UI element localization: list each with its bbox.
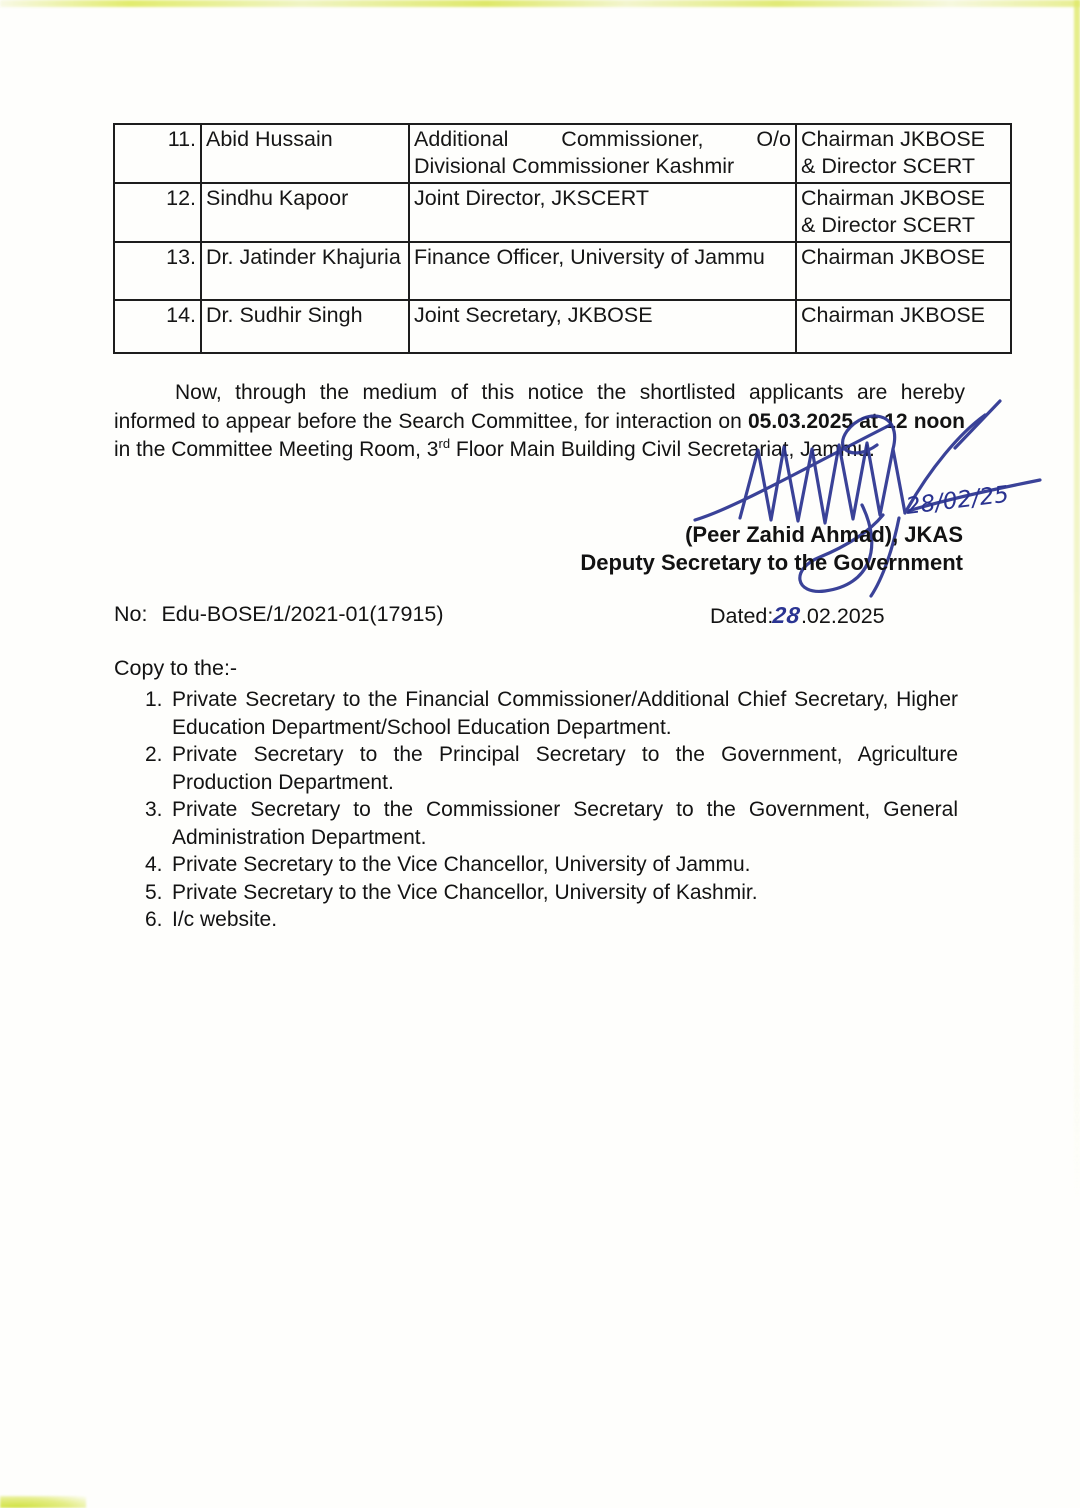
item-text: Private Secretary to the Commissioner Secretary to the Government, General Administration Department. (172, 798, 958, 849)
table-row (114, 300, 1011, 353)
ordinal-suffix: rd (438, 436, 451, 452)
reference-line (114, 602, 965, 627)
list-item (145, 686, 965, 741)
role-line: Chairman JKBOSE (801, 186, 986, 210)
item-text: Private Secretary to the Vice Chancellor, University of Jammu. (172, 853, 751, 876)
list-item (145, 741, 965, 796)
cell-serial: 14. (114, 300, 201, 353)
item-text: I/c website. (172, 908, 278, 931)
dated-rest: .02.2025 (800, 604, 885, 628)
table-row (114, 242, 1011, 300)
signatory-name: (Peer Zahid Ahmad), JKAS (685, 522, 963, 547)
cell-role (796, 300, 1011, 353)
cell-name: Abid Hussain (201, 124, 409, 183)
notice-datetime: 05.03.2025 at 12 noon (747, 409, 966, 433)
signature-stroke (905, 480, 1040, 512)
item-text: Private Secretary to the Vice Chancellor, University of Kashmir. (172, 880, 758, 904)
dated-line (710, 602, 885, 629)
scan-artifact-bottom-left (0, 1496, 86, 1508)
reference-value: Edu-BOSE/1/2021-01(17915) (161, 602, 444, 626)
table-row (114, 124, 1011, 183)
reference-label: No: (114, 602, 148, 626)
table-row (114, 183, 1011, 242)
cell-name: Dr. Jatinder Khajuria (201, 242, 409, 300)
list-item (145, 906, 965, 934)
scan-artifact-right (1074, 0, 1080, 1508)
cell-designation: Finance Officer, University of Jammu (409, 242, 796, 300)
item-number: 5. (145, 880, 163, 904)
role-line: Chairman JKBOSE (801, 127, 986, 151)
cell-role (796, 124, 1011, 183)
item-text: Private Secretary to the Financial Commissioner/Additional Chief Secretary, Higher Education Department/School Education Department. (172, 688, 958, 739)
scan-artifact-top (0, 0, 1080, 7)
list-item (145, 851, 965, 879)
item-number: 2. (145, 743, 163, 766)
cell-designation: Additional Commissioner, O/o Divisional Commissioner Kashmir (409, 124, 796, 183)
list-item (145, 796, 965, 851)
notice-lead: Now, through the medium of this notice the shortlisted applicants are hereby informed to appear before the Search Committee, for interaction on (114, 381, 965, 433)
cell-role (796, 183, 1011, 242)
dated-handwritten-day: 28 (771, 602, 803, 628)
role-line: & Director SCERT (801, 154, 976, 178)
cell-name: Dr. Sudhir Singh (201, 300, 409, 353)
reference-number (114, 602, 444, 626)
copy-heading: Copy to the:- (114, 656, 238, 680)
notice-middle: in the Committee Meeting Room, 3 (114, 438, 439, 462)
item-number: 3. (145, 798, 163, 821)
handwritten-date: 28/02/25 (904, 481, 1011, 520)
cell-designation: Joint Secretary, JKBOSE (409, 300, 796, 353)
notice-paragraph (114, 379, 965, 465)
cell-name: Sindhu Kapoor (201, 183, 409, 242)
role-line: Chairman JKBOSE (801, 303, 986, 327)
item-number: 6. (145, 908, 163, 931)
cell-serial: 12. (114, 183, 201, 242)
role-line: & Director SCERT (801, 213, 976, 237)
committee-table (113, 123, 1012, 354)
signatory-title: Deputy Secretary to the Government (580, 549, 963, 575)
dated-label: Dated: (710, 604, 774, 628)
item-number: 4. (145, 853, 163, 876)
cell-role (796, 242, 1011, 300)
copy-list (145, 686, 965, 934)
cell-serial: 11. (114, 124, 201, 183)
cell-designation: Joint Director, JKSCERT (409, 183, 796, 242)
role-line: Chairman JKBOSE (801, 245, 986, 269)
list-item (145, 879, 965, 907)
item-text: Private Secretary to the Principal Secretary to the Government, Agriculture Production Department. (172, 743, 958, 794)
notice-tail: Floor Main Building Civil Secretariat, Jammu. (450, 438, 875, 462)
signature-block (483, 521, 963, 576)
item-number: 1. (145, 688, 163, 711)
cell-serial: 13. (114, 242, 201, 300)
